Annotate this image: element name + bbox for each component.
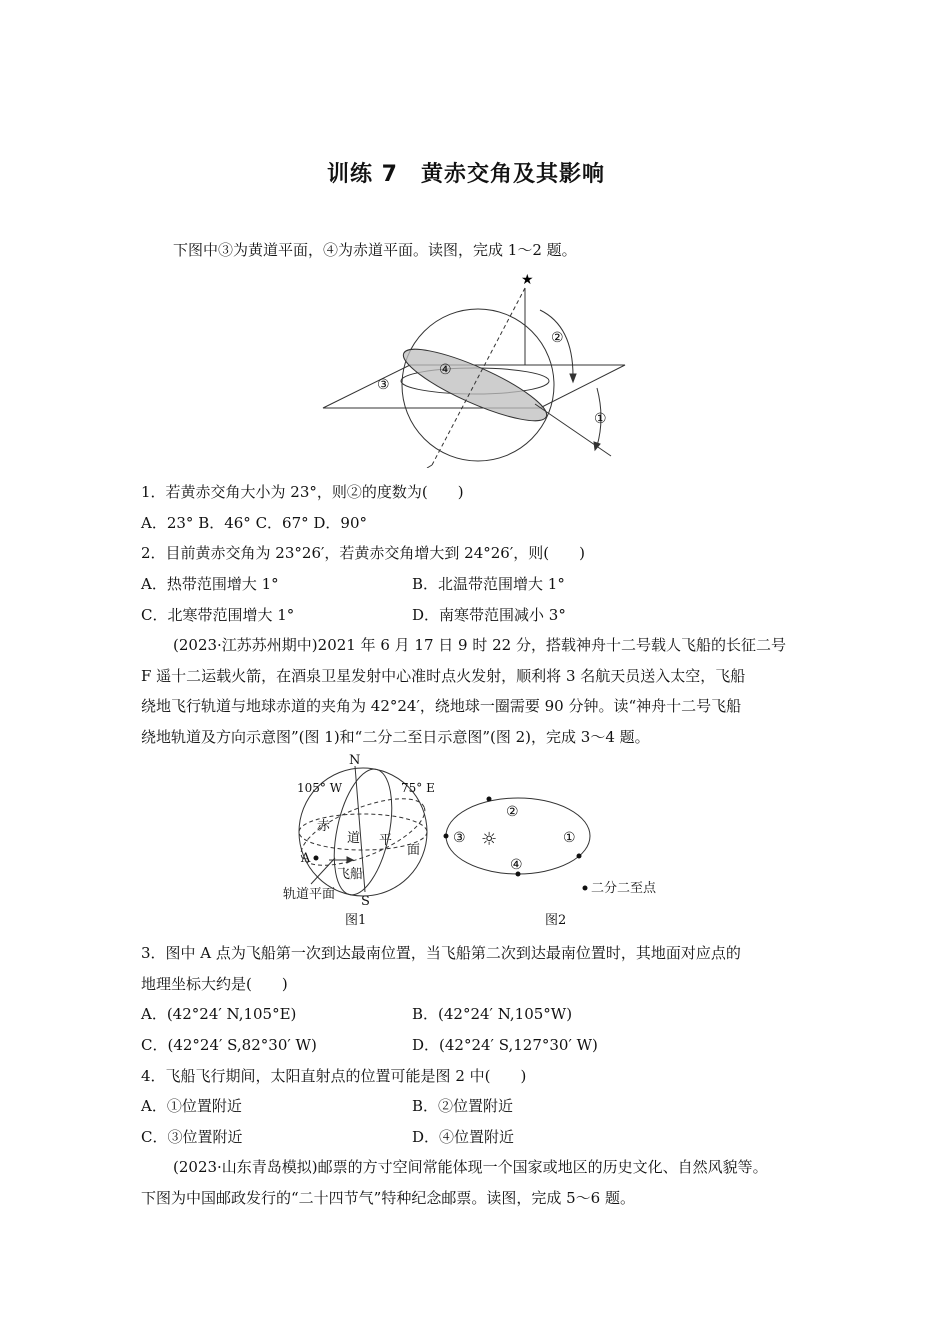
- q1-options: A．23° B．46° C．67° D．90°: [141, 514, 368, 532]
- q2-option-b: B．北温带范围增大 1°: [412, 575, 565, 593]
- q3-option-c: C．(42°24′ S,82°30′ W): [141, 1036, 317, 1054]
- fig1-label-4: ④: [439, 362, 452, 378]
- fig2-caption-2: 图2: [545, 913, 567, 928]
- page-title: 训练 7 黄赤交角及其影响: [327, 162, 605, 187]
- intro-2-line-4: 绕地轨道及方向示意图”(图 1)和“二分二至日示意图”(图 2)，完成 3～4 题。: [141, 728, 650, 746]
- q3-option-d: D．(42°24′ S,127°30′ W): [412, 1036, 598, 1054]
- figure-orbit-diagrams: [275, 752, 675, 932]
- label-dao: 道: [347, 831, 361, 846]
- intro-2-line-2: F 遥十二运载火箭，在酒泉卫星发射中心准时点火发射，顺利将 3 名航天员送入太空，飞船: [141, 667, 746, 685]
- q4-option-c: C．③位置附近: [141, 1128, 243, 1146]
- position-3: ③: [453, 830, 466, 846]
- fig1-label-2: ②: [551, 330, 564, 346]
- q4-option-b: B．②位置附近: [412, 1097, 514, 1115]
- position-4: ④: [510, 857, 523, 873]
- label-mian: 面: [407, 843, 421, 858]
- spacecraft-label: 飞船: [337, 867, 364, 882]
- position-2: ②: [506, 804, 519, 820]
- intro-1: 下图中③为黄道平面，④为赤道平面。读图，完成 1～2 题。: [173, 241, 577, 259]
- intro-2-line-3: 绕地飞行轨道与地球赤道的夹角为 42°24′，绕地球一圈需要 90 分钟。读“神舟十二号飞船: [141, 697, 742, 715]
- q3-option-b: B．(42°24′ N,105°W): [412, 1005, 573, 1023]
- q3-stem-2: 地理坐标大约是( ): [141, 975, 288, 993]
- q1-stem: 1．若黄赤交角大小为 23°，则②的度数为( ): [141, 483, 464, 501]
- fig1-label-3: ③: [377, 377, 390, 393]
- q2-option-c: C．北寒带范围增大 1°: [141, 606, 295, 624]
- north-label: N: [349, 753, 361, 768]
- sun-icon: ☼: [481, 829, 498, 850]
- figure-celestial-sphere: [315, 268, 630, 468]
- fig2-caption-1: 图1: [345, 913, 367, 928]
- label-ping: 平: [379, 833, 393, 848]
- label-chi: 赤: [317, 819, 331, 834]
- equator-ellipse: [396, 337, 553, 433]
- q2-option-d: D．南寒带范围减小 3°: [412, 606, 566, 624]
- q4-option-d: D．④位置附近: [412, 1128, 515, 1146]
- legend-label: 二分二至点: [591, 881, 657, 896]
- position-1: ①: [563, 830, 576, 846]
- orbit-plane-label: 轨道平面: [283, 887, 336, 902]
- fig1-label-1: ①: [594, 411, 607, 427]
- q4-option-a: A．①位置附近: [141, 1097, 242, 1115]
- south-label: S: [361, 894, 370, 909]
- intro-2-line-1: (2023·江苏苏州期中)2021 年 6 月 17 日 9 时 22 分，搭载神舟十二号载人飞船的长征二号: [173, 636, 786, 654]
- star-icon: ★: [521, 272, 534, 288]
- intro-3-line-1: (2023·山东青岛模拟)邮票的方寸空间常能体现一个国家或地区的历史文化、自然风貌等。: [173, 1158, 768, 1176]
- q3-option-a: A．(42°24′ N,105°E): [141, 1005, 297, 1023]
- q4-stem: 4．飞船飞行期间，太阳直射点的位置可能是图 2 中( ): [141, 1067, 527, 1085]
- lon-west-label: 105° W: [297, 781, 343, 795]
- q3-stem-1: 3．图中 A 点为飞船第一次到达最南位置，当飞船第二次到达最南位置时，其地面对应点的: [141, 944, 741, 962]
- q2-option-a: A．热带范围增大 1°: [141, 575, 279, 593]
- point-a-label: A: [301, 851, 311, 866]
- q2-stem: 2．目前黄赤交角为 23°26′，若黄赤交角增大到 24°26′，则( ): [141, 544, 585, 562]
- lon-east-label: 75° E: [401, 781, 435, 795]
- intro-3-line-2: 下图为中国邮政发行的“二十四节气”特种纪念邮票。读图，完成 5～6 题。: [141, 1189, 635, 1207]
